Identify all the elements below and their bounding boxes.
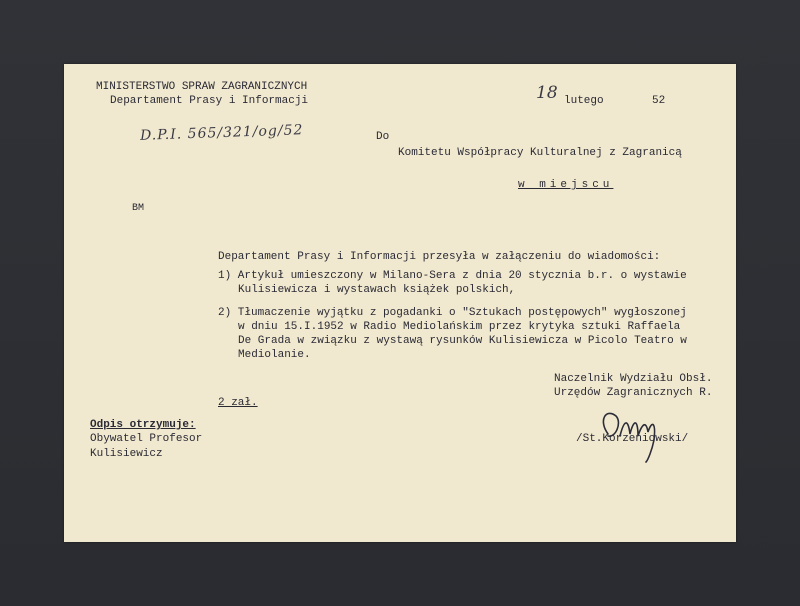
item2-line2: w dniu 15.I.1952 w Radio Mediolańskim przez krytyka sztuki Raffaela [238, 321, 681, 333]
item1-line2: Kulisiewicza i wystawach książek polskich, [238, 284, 516, 296]
attachments-count: 2 zał. [218, 397, 258, 409]
copies-line1: Obywatel Profesor [90, 433, 203, 445]
body-intro: Departament Prasy i Informacji przesyła w załączeniu do wiadomości: [218, 251, 661, 263]
recipient-place: w miejscu [518, 179, 614, 191]
letterhead-ministry: MINISTERSTWO SPRAW ZAGRANICZNYCH [96, 81, 308, 93]
item2-line1: 2) Tłumaczenie wyjątku z pogadanki o "Sztukach postępowych" wygłoszonej [218, 307, 687, 319]
initials: BM [132, 203, 145, 214]
signature-title-line1: Naczelnik Wydziału Obsł. [554, 373, 713, 385]
date-day: 18 [536, 83, 558, 103]
reference-number: D.P.I. 565/321/og/52 [139, 122, 304, 144]
date-year: 52 [652, 95, 666, 107]
copies-label: Odpis otrzymuje: [90, 419, 196, 431]
item1-line1: 1) Artykuł umieszczony w Milano-Sera z dnia 20 stycznia b.r. o wystawie [218, 270, 687, 282]
copies-line2: Kulisiewicz [90, 448, 163, 460]
item2-line4: Mediolanie. [238, 349, 311, 361]
date-month: lutego [564, 95, 604, 107]
signature-name: /St.Korzeniowski/ [576, 433, 689, 445]
signature-title-line2: Urzędów Zagranicznych R. [554, 387, 713, 399]
item2-line3: De Grada w związku z wystawą rysunków Kulisiewicza w Picolo Teatro w [238, 335, 687, 347]
recipient-prefix: Do [376, 131, 390, 143]
letterhead-department: Departament Prasy i Informacji [110, 95, 309, 107]
recipient-name: Komitetu Współpracy Kulturalnej z Zagranicą [398, 147, 682, 159]
handwritten-signature [594, 390, 684, 464]
letter-page [64, 64, 736, 542]
